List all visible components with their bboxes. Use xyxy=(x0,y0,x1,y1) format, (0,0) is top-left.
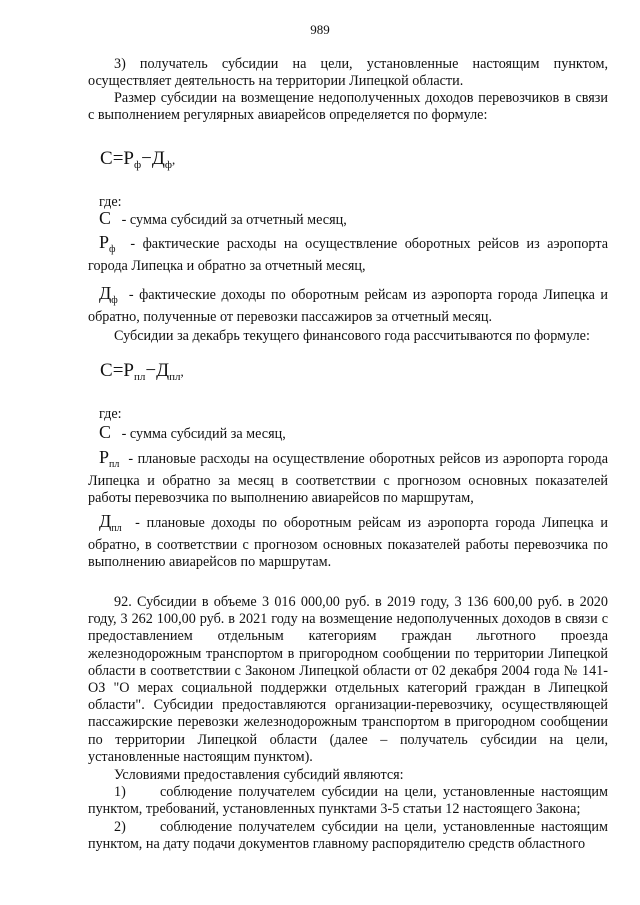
page-number: 989 xyxy=(310,22,330,37)
definition-r-plan xyxy=(88,449,608,507)
formula-eq: = xyxy=(112,360,124,381)
definition-symbol: С xyxy=(99,208,112,228)
list-item-2 xyxy=(88,819,608,853)
definition-symbol: Д xyxy=(99,511,112,531)
definition-text: - сумма субсидий за месяц, xyxy=(121,426,286,442)
definition-c-month xyxy=(99,424,608,443)
formula-december xyxy=(100,360,184,388)
formula-term-b-sub: ф xyxy=(164,159,172,171)
definition-text: - фактические расходы на осуществление оборотных рейсов из аэропорта города Липецка и обратно за отчетный месяц, xyxy=(88,236,609,275)
definition-text: - плановые расходы на осуществление оборотных рейсов из аэропорта города Липецка и обратно за месяц в соответствии с прогнозом основных показателей работы перевозчика по выполнению авиарейсов по маршрутам, xyxy=(88,451,609,507)
formula-term-a: Р xyxy=(123,360,134,381)
list-item-number: 1) xyxy=(114,784,126,800)
paragraph-condition-3: 3) получатель субсидии на цели, установленные настоящим пунктом, осуществляет деятельность на территории Липецкой области. xyxy=(88,56,608,90)
definition-symbol: Р xyxy=(99,232,110,252)
formula-term-a-sub: пл xyxy=(133,371,146,383)
list-item-number: 2) xyxy=(114,819,126,835)
paragraph-92: 92. Субсидии в объеме 3 016 000,00 руб. в 2019 году, 3 136 600,00 руб. в 2020 году, 3 262 100,00 руб. в 2021 году на возмещение недополученных доходов в связи с предоставлением отдельным категориям граждан льготного проезда железнодорожным транспортом в пригородном сообщении по территории Липецкой области в соответствии с Законом Липецкой области от 02 декабря 2004 года № 141-ОЗ "О мерах социальной поддержки отдельных категорий граждан в Липецкой области". Субсидии предоставляются организации-перевозчику, осуществляющей пассажирские перевозки железнодорожным транспортом в пригородном сообщении по территории Липецкой области (далее – получатель субсидии на цели, установленные настоящим пунктом). xyxy=(88,594,608,765)
definition-d-plan xyxy=(88,513,608,571)
definition-text: - фактические доходы по оборотным рейсам из аэропорта города Липецка и обратно, полученные от перевозки пассажиров за отчетный месяц. xyxy=(88,287,608,326)
formula-monthly xyxy=(100,148,175,176)
formula-tail: , xyxy=(180,364,184,379)
definition-symbol-sub: ф xyxy=(111,294,118,306)
definition-d-fact xyxy=(88,285,608,326)
definition-r-fact xyxy=(88,234,608,275)
paragraph-december: Субсидии за декабрь текущего финансового года рассчитываются по формуле: xyxy=(114,328,590,344)
definition-symbol: Р xyxy=(99,447,110,467)
formula-eq: = xyxy=(112,148,124,169)
formula-tail: , xyxy=(171,152,176,167)
definition-symbol-sub: пл xyxy=(109,458,120,470)
paragraph-formula-intro: Размер субсидии на возмещение недополученных доходов перевозчиков в связи с выполнением регулярных авиарейсов определяется по формуле: xyxy=(88,90,608,124)
formula-term-b-sub: пл xyxy=(169,371,181,383)
formula-minus: − xyxy=(145,360,157,381)
list-item-1 xyxy=(88,784,608,818)
formula-minus: − xyxy=(141,148,152,169)
definition-symbol-sub: пл xyxy=(111,522,122,534)
formula-term-b: Д xyxy=(151,148,165,169)
formula-term-a: Р xyxy=(123,148,134,169)
where-label: где: xyxy=(99,406,122,422)
definition-symbol-sub: ф xyxy=(109,243,116,255)
list-item-text: соблюдение получателем субсидии на цели, установленные настоящим пунктом, требований, установленных пунктами 3-5 статьи 12 настоящего Закона; xyxy=(88,784,608,818)
list-item-text: соблюдение получателем субсидии на цели, установленные настоящим пунктом, на дату подачи документов главному распорядителю средств областного xyxy=(88,819,608,853)
formula-term-b: Д xyxy=(156,360,170,381)
formula-term-a-sub: ф xyxy=(133,159,142,171)
definition-c xyxy=(99,210,608,229)
definition-text: - плановые доходы по оборотным рейсам из аэропорта города Липецка и обратно, в соответствии с прогнозом основных показателей работы перевозчика по выполнению авиарейсов по маршрутам. xyxy=(88,515,608,571)
definition-text: - сумма субсидий за отчетный месяц, xyxy=(121,212,347,228)
formula-lhs: С xyxy=(100,360,113,381)
paragraph-conditions: Условиями предоставления субсидий являются: xyxy=(114,767,404,783)
where-label: где: xyxy=(99,194,122,210)
formula-lhs: С xyxy=(100,148,113,169)
definition-symbol: Д xyxy=(99,283,112,303)
definition-symbol: С xyxy=(99,422,112,442)
